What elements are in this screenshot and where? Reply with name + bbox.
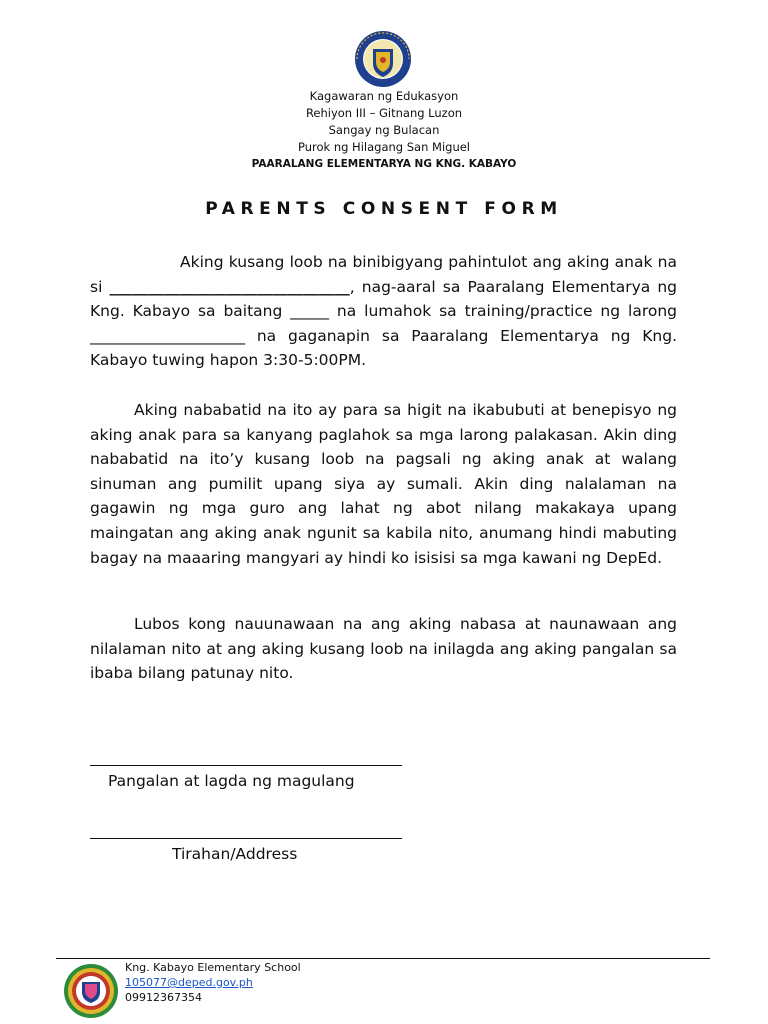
division-name: Sangay ng Bulacan [328, 123, 440, 137]
school-name: PAARALANG ELEMENTARYA NG KNG. KABAYO [251, 158, 517, 170]
letterhead [0, 88, 768, 173]
p1-text-2: , nag-aaral sa Paaralang Elementarya ng Kng. Kabayo sa baitang [90, 277, 677, 321]
deped-seal-icon [344, 29, 422, 89]
address-label: Tirahan/Address [172, 845, 298, 863]
consent-paragraph-1 [90, 250, 677, 373]
p1-text-1: Aking kusang loob na binibigyang pahintulot ang aking anak na si [90, 253, 677, 296]
region-name: Rehiyon III – Gitnang Luzon [305, 106, 463, 120]
parent-signature-line[interactable] [90, 765, 402, 766]
school-logo-icon [62, 962, 120, 1020]
grade-blank[interactable]: _____ [290, 302, 330, 321]
footer-divider [56, 958, 710, 959]
footer-email-link[interactable]: 105077@deped.gov.ph [125, 976, 253, 989]
page-title: PARENTS CONSENT FORM [205, 199, 563, 219]
parent-signature-label: Pangalan at lagda ng magulang [108, 772, 355, 790]
footer-phone: 09912367354 [125, 991, 202, 1004]
p1-text-3: na lumahok sa training/practice ng larong [329, 302, 677, 321]
sport-blank[interactable]: ____________________ [90, 326, 245, 345]
footer-school-name: Kng. Kabayo Elementary School [125, 961, 301, 974]
consent-paragraph-2: Aking nababatid na ito ay para sa higit na ikabubuti at benepisyo ng aking anak para sa kanyang paglahok sa mga larong palakasan. Akin ding nababatid na ito’y kusang loob na pagsali ng aking anak at walang sinuman ang pumilit upang siya ay sumali. Akin ding nalalaman na gagawin ng mga guro ang lahat ng abot nilang makakaya upang maingatan ang aking anak ngunit sa kabila nito, anumang hindi mabuting bagay na maaaring mangyari ay hindi ko isisisi sa mga kawani ng DepEd. [90, 401, 677, 567]
district-name: Purok ng Hilagang San Miguel [297, 140, 471, 154]
footer-contact [125, 960, 301, 1005]
department-name: Kagawaran ng Edukasyon [309, 89, 459, 103]
consent-paragraph-3: Lubos kong nauunawaan na ang aking nabasa at naunawaan ang nilalaman nito at ang aking kusang loob na inilagda ang aking pangalan sa ibaba bilang patunay nito. [90, 615, 677, 683]
p1-text-4: na gaganapin sa Paaralang Elementarya ng Kng. Kabayo tuwing hapon 3:30-5:00PM. [90, 326, 677, 370]
address-line[interactable] [90, 838, 402, 839]
child-name-blank[interactable]: _______________________________ [109, 277, 350, 296]
